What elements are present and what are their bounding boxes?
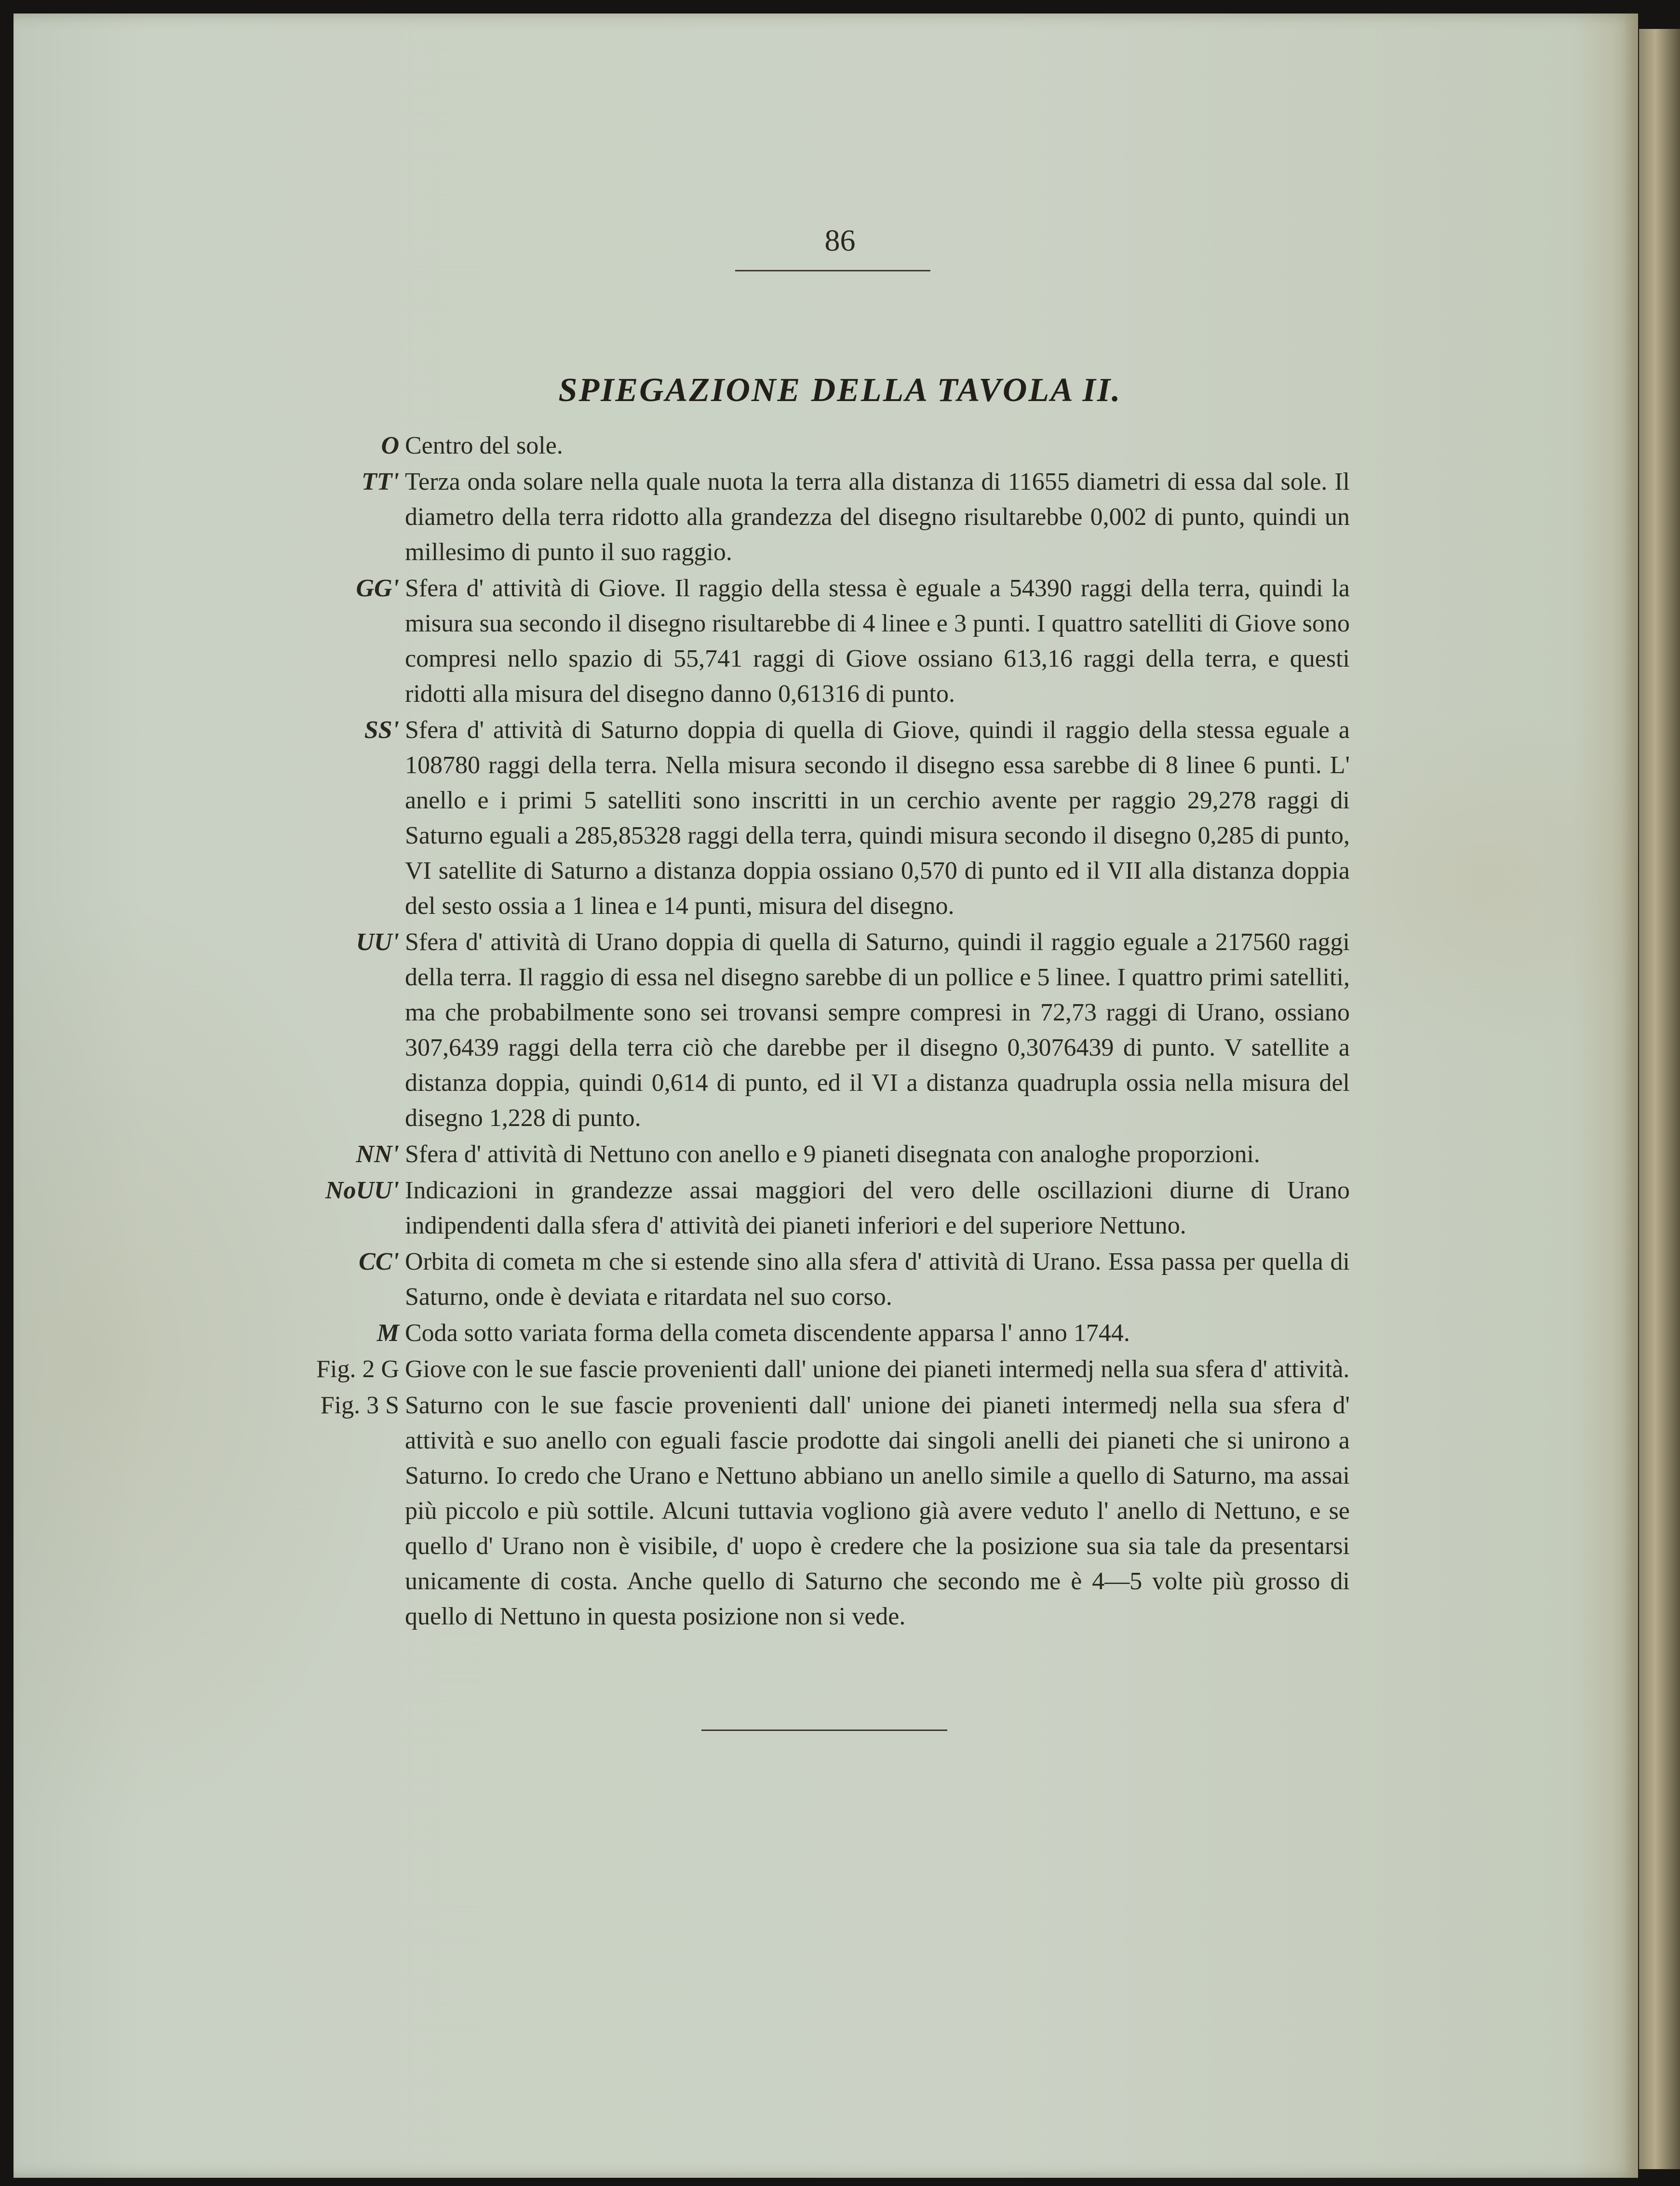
bottom-rule	[701, 1730, 947, 1731]
entry-key: TT'	[362, 468, 399, 496]
legend-entry-nn	[309, 1137, 1350, 1172]
legend-entry-tt	[309, 464, 1350, 570]
legend-entry-ss	[309, 712, 1350, 924]
entry-text: Coda sotto variata forma della cometa discendente apparsa l' anno 1744.	[405, 1319, 1130, 1347]
entry-key: GG'	[356, 575, 399, 602]
entry-key: CC'	[359, 1248, 399, 1275]
entry-key: NN'	[356, 1140, 399, 1168]
legend-entry-gg	[309, 571, 1350, 711]
legend-entry-fig3	[309, 1388, 1350, 1634]
entry-key: Fig. 2 G	[316, 1355, 399, 1383]
entry-key: SS'	[364, 716, 399, 744]
legend-entry-uu	[309, 925, 1350, 1136]
entry-text: Sfera d' attività di Giove. Il raggio della stessa è eguale a 54390 raggi della terra, quindi la misura sua secondo il disegno risultarebbe di 4 linee e 3 punti. I quattro satelliti di Giove sono compresi nello spazio di 55,741 raggi di Giove ossiano 613,16 raggi della terra, e questi ridotti alla misura del disegno danno 0,61316 di punto.	[405, 575, 1350, 708]
entry-text: Centro del sole.	[405, 432, 563, 459]
legend-entry-fig2	[309, 1352, 1350, 1387]
entry-text: Giove con le sue fascie provenienti dall' unione dei pianeti intermedj nella sua sfera d' attività.	[405, 1355, 1350, 1383]
legend-entry-nouu	[309, 1173, 1350, 1243]
top-rule	[735, 270, 930, 271]
entry-key: Fig. 3 S	[320, 1392, 399, 1419]
entry-text: Terza onda solare nella quale nuota la terra alla distanza di 11655 diametri di essa dal sole. Il diametro della terra ridotto alla grandezza del disegno risultarebbe 0,002 di punto, quindi un millesimo di punto il suo raggio.	[405, 468, 1350, 566]
page-number: 86	[824, 223, 856, 257]
book-edge	[1639, 29, 1680, 2169]
entry-key: NoUU'	[325, 1177, 399, 1204]
entry-key: UU'	[356, 928, 399, 956]
entry-text: Sfera d' attività di Saturno doppia di quella di Giove, quindi il raggio della stessa eguale a 108780 raggi della terra. Nella misura secondo il disegno essa sarebbe di 8 linee 6 punti. L' anello e i primi 5 satelliti sono inscritti in un cerchio avente per raggio 29,278 raggi di Saturno eguali a 285,85328 raggi della terra, quindi misura secondo il disegno 0,285 di punto, VI satellite di Saturno a distanza doppia ossiano 0,570 di punto ed il VII alla distanza doppia del sesto ossia a 1 linea e 14 punti, misura del disegno.	[405, 716, 1350, 920]
entry-text: Indicazioni in grandezze assai maggiori del vero delle oscillazioni diurne di Urano indipendenti dalla sfera d' attività dei pianeti inferiori e del superiore Nettuno.	[405, 1177, 1350, 1239]
entry-text: Saturno con le sue fascie provenienti dall' unione dei pianeti intermedj nella sua sfera d' attività e suo anello con eguali fascie prodotte dai singoli anelli dei pianeti che si unirono a Saturno. Io credo che Urano e Nettuno abbiano un anello simile a quello di Saturno, ma assai più piccolo e più sottile. Alcuni tuttavia vogliono già avere veduto l' anello di Nettuno, e se quello d' Urano non è visibile, d' uopo è credere che la posizione sua sia tale da presentarsi unicamente di costa. Anche quello di Saturno che secondo me è 4—5 volte più grosso di quello di Nettuno in questa posizione non si vede.	[405, 1392, 1350, 1630]
legend-entry-o	[309, 428, 1350, 463]
legend-entry-cc	[309, 1244, 1350, 1314]
entry-text: Orbita di cometa m che si estende sino alla sfera d' attività di Urano. Essa passa per quella di Saturno, onde è deviata e ritardata nel suo corso.	[405, 1248, 1350, 1311]
page-title: SPIEGAZIONE DELLA TAVOLA II.	[558, 372, 1122, 409]
legend-entries	[309, 428, 1350, 1634]
entry-text: Sfera d' attività di Urano doppia di quella di Saturno, quindi il raggio eguale a 217560 raggi della terra. Il raggio di essa nel disegno sarebbe di un pollice e 5 linee. I quattro primi satelliti, ma che probabilmente sono sei trovansi sempre compresi in 72,73 raggi di Urano, ossiano 307,6439 raggi della terra ciò che darebbe per il disegno 0,3076439 di punto. V satellite a distanza doppia, quindi 0,614 di punto, ed il VI a distanza quadrupla ossia nella misura del disegno 1,228 di punto.	[405, 928, 1350, 1132]
legend-entry-m	[309, 1315, 1350, 1351]
entry-text: Sfera d' attività di Nettuno con anello e 9 pianeti disegnata con analoghe proporzioni.	[405, 1140, 1260, 1168]
entry-key: M	[376, 1319, 399, 1347]
entry-key: O	[381, 432, 399, 459]
